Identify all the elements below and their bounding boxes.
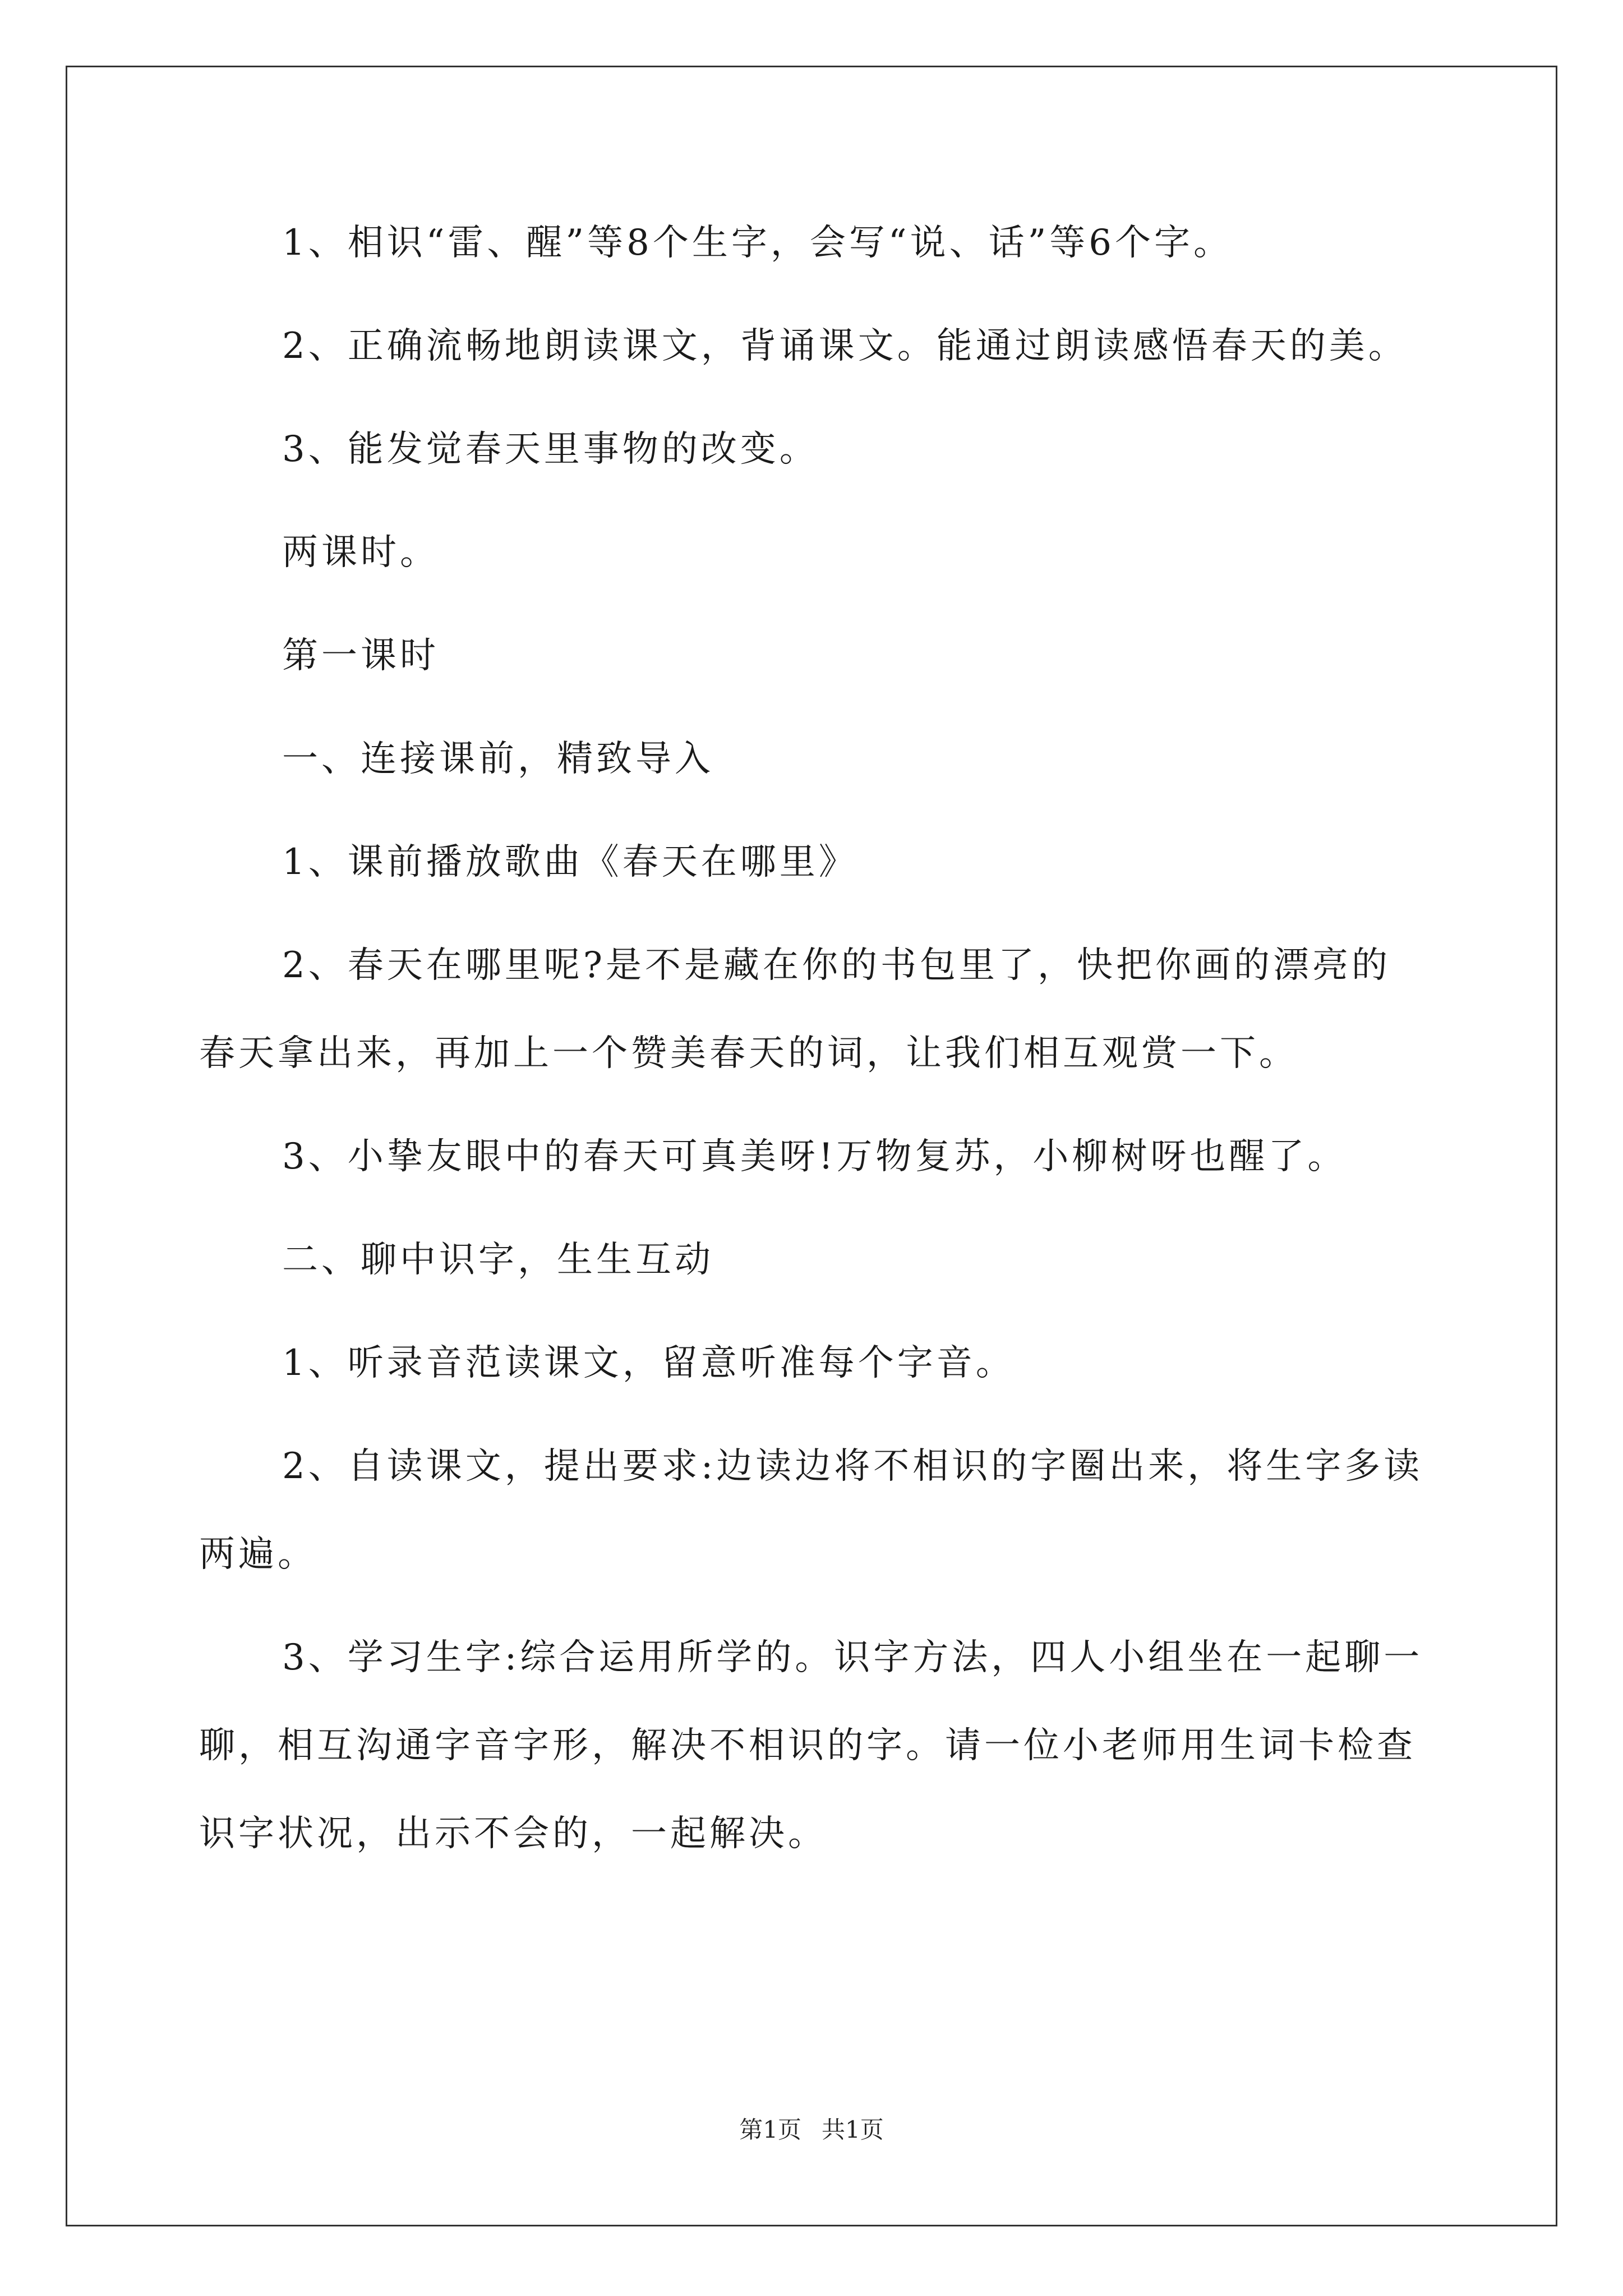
paragraph-3: 3、能发觉春天里事物的改变。 [282,429,819,470]
page-number: 第1页 [739,2116,801,2143]
paragraph-11: 1、听录音范读课文，留意听准每个字音。 [282,1342,1015,1384]
paragraph-2: 2、正确流畅地朗读课文，背诵课文。能通过朗读感悟春天的美。 [282,325,1408,367]
page-footer [0,2116,1623,2144]
section-heading-1: 一、连接课前，精致导入 [282,738,714,780]
lesson-heading: 第一课时 [282,635,439,677]
document-body [199,199,1427,1893]
paragraph-4: 两课时。 [282,532,439,573]
paragraph-12: 2、自读课文，提出要求:边读边将不相识的字圈出来，将生字多读两遍。 [199,1446,1423,1575]
paragraph-13: 3、学习生字:综合运用所学的。识字方法，四人小组坐在一起聊一聊，相互沟通字音字形，解决不相识的字。请一位小老师用生词卡检查识字状况，出示不会的，一起解决。 [199,1637,1423,1855]
paragraph-1: 1、相识“雷、醒”等8个生字，会写“说、话”等6个字。 [282,222,1233,264]
paragraph-8: 2、春天在哪里呢?是不是藏在你的书包里了，快把你画的漂亮的春天拿出来，再加上一个赞美春天的词，让我们相互观赏一下。 [199,945,1391,1074]
paragraph-7: 1、课前播放歌曲《春天在哪里》 [282,841,858,883]
page-count: 共1页 [822,2116,884,2143]
section-heading-2: 二、聊中识字，生生互动 [282,1239,714,1281]
paragraph-9: 3、小挚友眼中的春天可真美呀!万物复苏，小柳树呀也醒了。 [282,1136,1347,1177]
